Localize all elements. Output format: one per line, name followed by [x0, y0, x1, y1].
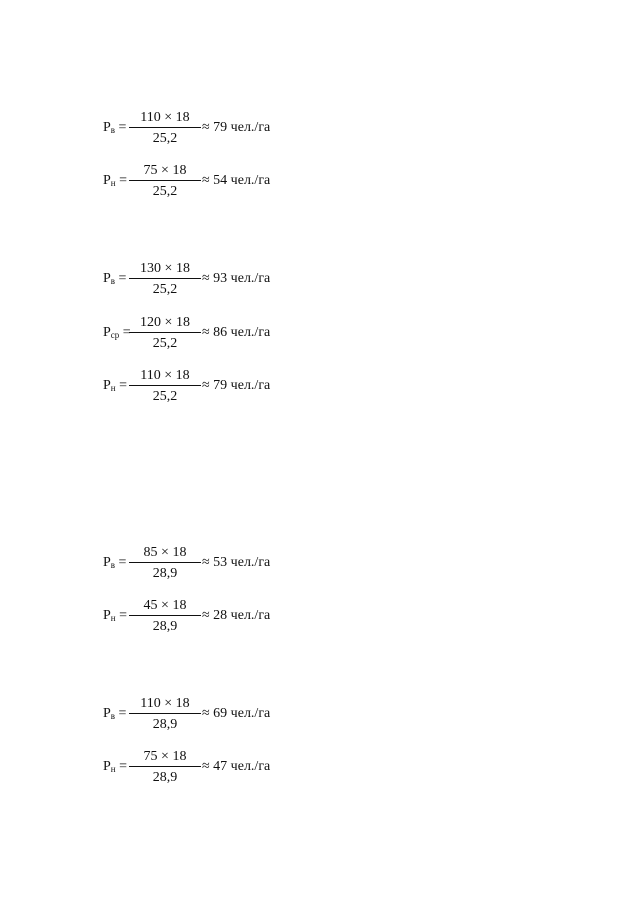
- formula-result: ≈ 86 чел./га: [202, 325, 271, 340]
- formula-fraction: [129, 694, 201, 734]
- formula-fraction: [129, 596, 201, 636]
- formula-result: ≈ 28 чел./га: [202, 608, 271, 623]
- fraction-bar: [129, 615, 201, 616]
- formula-fraction: [129, 543, 201, 583]
- fraction-bar: [129, 713, 201, 714]
- fraction-bar: [129, 180, 201, 181]
- fraction-bar: [129, 766, 201, 767]
- formula-result: ≈ 93 чел./га: [202, 271, 271, 286]
- formula-denominator: 25,2: [152, 389, 178, 404]
- fraction-bar: [129, 332, 201, 333]
- formula-lhs: $Р_н$ =: [103, 378, 128, 393]
- formula-numerator: 110 × 18: [140, 696, 190, 711]
- formula-result: ≈ 47 чел./га: [202, 759, 271, 774]
- formula-numerator: 45 × 18: [143, 598, 187, 613]
- fraction-bar: [129, 562, 201, 563]
- formula-fraction: [129, 313, 201, 353]
- formula-denominator: 25,2: [152, 336, 178, 351]
- formula-numerator: 130 × 18: [140, 261, 190, 276]
- formula-denominator: 28,9: [152, 717, 178, 732]
- formula-denominator: 28,9: [152, 619, 178, 634]
- formula-denominator: 25,2: [152, 282, 178, 297]
- formula-lhs: $Р_в$ =: [103, 555, 127, 570]
- formula-numerator: 110 × 18: [140, 110, 190, 125]
- formula-denominator: 28,9: [152, 770, 178, 785]
- formula-fraction: [129, 259, 201, 299]
- formula-numerator: 120 × 18: [140, 315, 190, 330]
- formula-denominator: 25,2: [152, 184, 178, 199]
- fraction-bar: [129, 385, 201, 386]
- formula-denominator: 25,2: [152, 131, 178, 146]
- formula-result: ≈ 79 чел./га: [202, 120, 271, 135]
- formula-numerator: 85 × 18: [143, 545, 187, 560]
- formula-denominator: 28,9: [152, 566, 178, 581]
- formula-lhs: $Р_н$ =: [103, 173, 128, 188]
- fraction-bar: [129, 127, 201, 128]
- formula-numerator: 75 × 18: [143, 749, 187, 764]
- formula-fraction: [129, 747, 201, 787]
- formula-lhs: $Р_н$ =: [103, 759, 128, 774]
- formula-lhs: $Р_{ср}$ =: [103, 325, 131, 340]
- formula-fraction: [129, 366, 201, 406]
- formula-lhs: $Р_в$ =: [103, 706, 127, 721]
- formula-fraction: [129, 161, 201, 201]
- formula-lhs: $Р_в$ =: [103, 120, 127, 135]
- formula-result: ≈ 54 чел./га: [202, 173, 271, 188]
- formula-result: ≈ 53 чел./га: [202, 555, 271, 570]
- formula-lhs: $Р_н$ =: [103, 608, 128, 623]
- formula-result: ≈ 69 чел./га: [202, 706, 271, 721]
- formula-fraction: [129, 108, 201, 148]
- formula-lhs: $Р_в$ =: [103, 271, 127, 286]
- formula-numerator: 75 × 18: [143, 163, 187, 178]
- formula-result: ≈ 79 чел./га: [202, 378, 271, 393]
- formula-numerator: 110 × 18: [140, 368, 190, 383]
- fraction-bar: [129, 278, 201, 279]
